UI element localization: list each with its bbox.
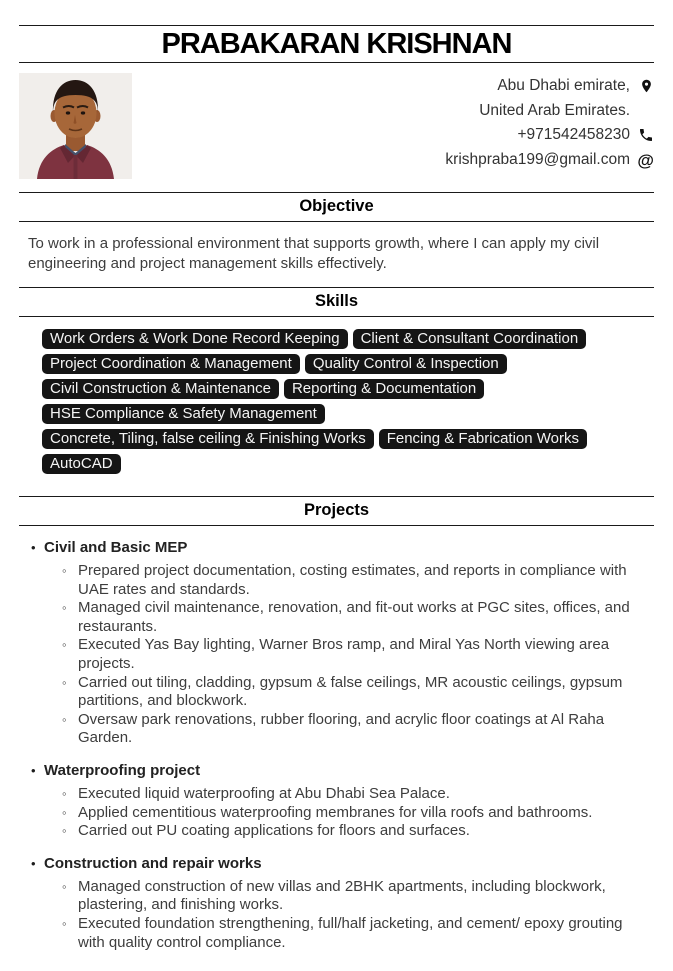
project-group-construction-repair (31, 854, 647, 952)
project-bullet-list (31, 785, 647, 841)
projects-section-heading: Projects (303, 501, 370, 519)
skill-pill: Civil Construction & Maintenance (42, 379, 279, 399)
project-bullet: ◦ Carried out PU coating applications for floors and surfaces. (62, 822, 647, 841)
project-bullet-list (31, 562, 647, 748)
at-sign-icon: @ (637, 150, 654, 170)
project-bullet: ◦ Executed foundation strengthening, full/half jacketing, and cement/ epoxy grouting with quality control compliance. (62, 915, 647, 952)
project-group-civil-mep (31, 538, 647, 748)
email-address: krishpraba199@gmail.com (445, 150, 630, 168)
divider (19, 25, 654, 26)
contact-phone-line (445, 123, 654, 148)
skill-pill: HSE Compliance & Safety Management (42, 404, 325, 424)
skill-pill: Client & Consultant Coordination (353, 329, 587, 349)
divider (19, 496, 654, 497)
divider (19, 192, 654, 193)
skill-pill: Reporting & Documentation (284, 379, 484, 399)
project-group-waterproofing (31, 761, 647, 841)
objective-section-heading: Objective (299, 197, 374, 215)
project-group-heading: Civil and Basic MEP (44, 539, 188, 556)
skill-pill: Project Coordination & Management (42, 354, 300, 374)
location-pin-icon (630, 77, 654, 95)
contact-block (445, 74, 654, 172)
project-bullet: ◦ Executed Yas Bay lighting, Warner Bros ramp, and Miral Yas North viewing area projects. (62, 636, 647, 673)
project-bullet: ◦ Executed liquid waterproofing at Abu Dhabi Sea Palace. (62, 785, 647, 804)
phone-number: +971542458230 (517, 126, 630, 144)
skill-pill: Quality Control & Inspection (305, 354, 507, 374)
project-bullet: ◦ Carried out tiling, cladding, gypsum & false ceilings, MR acoustic ceilings, gypsum partitions, and blockwork. (62, 674, 647, 711)
project-bullet: ◦ Managed construction of new villas and 2BHK apartments, including blockwork, plastering, and finishing works. (62, 878, 647, 915)
project-bullet: ◦ Oversaw park renovations, rubber flooring, and acrylic floor coatings at Al Raha Garden. (62, 711, 647, 748)
divider (19, 287, 654, 288)
skills-list (0, 317, 673, 479)
projects-section (0, 526, 673, 952)
skill-pill: Work Orders & Work Done Record Keeping (42, 329, 348, 349)
contact-location-line2 (445, 99, 654, 124)
project-group-heading-row (31, 854, 647, 873)
project-group-heading: Construction and repair works (44, 854, 262, 872)
divider (19, 221, 654, 222)
project-group-heading: Waterproofing project (44, 761, 201, 779)
project-bullet: ◦ Managed civil maintenance, renovation, and fit-out works at PGC sites, offices, and restaurants. (62, 599, 647, 636)
skill-pill: Concrete, Tiling, false ceiling & Finishing Works (42, 429, 374, 449)
skill-pill: AutoCAD (42, 454, 121, 474)
bullet-icon (31, 538, 44, 557)
project-bullet: ◦ Applied cementitious waterproofing membranes for villa roofs and bathrooms. (62, 804, 647, 823)
contact-location-line1 (445, 74, 654, 99)
skill-pill: Fencing & Fabrication Works (379, 429, 587, 449)
location-text-1: Abu Dhabi emirate, (497, 77, 630, 94)
skills-section-heading: Skills (314, 292, 359, 310)
page-title: PRABAKARAN KRISHNAN (161, 28, 512, 60)
location-text-2: United Arab Emirates. (479, 101, 630, 119)
project-bullet-list (31, 878, 647, 952)
project-group-heading-row (31, 538, 647, 557)
project-group-heading-row (31, 761, 647, 780)
objective-paragraph: To work in a professional environment that supports growth, where I can apply my civil engineering and project management skills effectively. (28, 235, 600, 272)
header-row (0, 63, 673, 192)
phone-icon (630, 127, 654, 143)
bullet-icon (31, 761, 44, 780)
portrait-photo (19, 73, 132, 179)
bullet-icon (31, 854, 44, 873)
project-bullet: ◦ Prepared project documentation, costing estimates, and reports in compliance with UAE rates and standards. (62, 562, 647, 599)
contact-email-line (445, 148, 654, 173)
